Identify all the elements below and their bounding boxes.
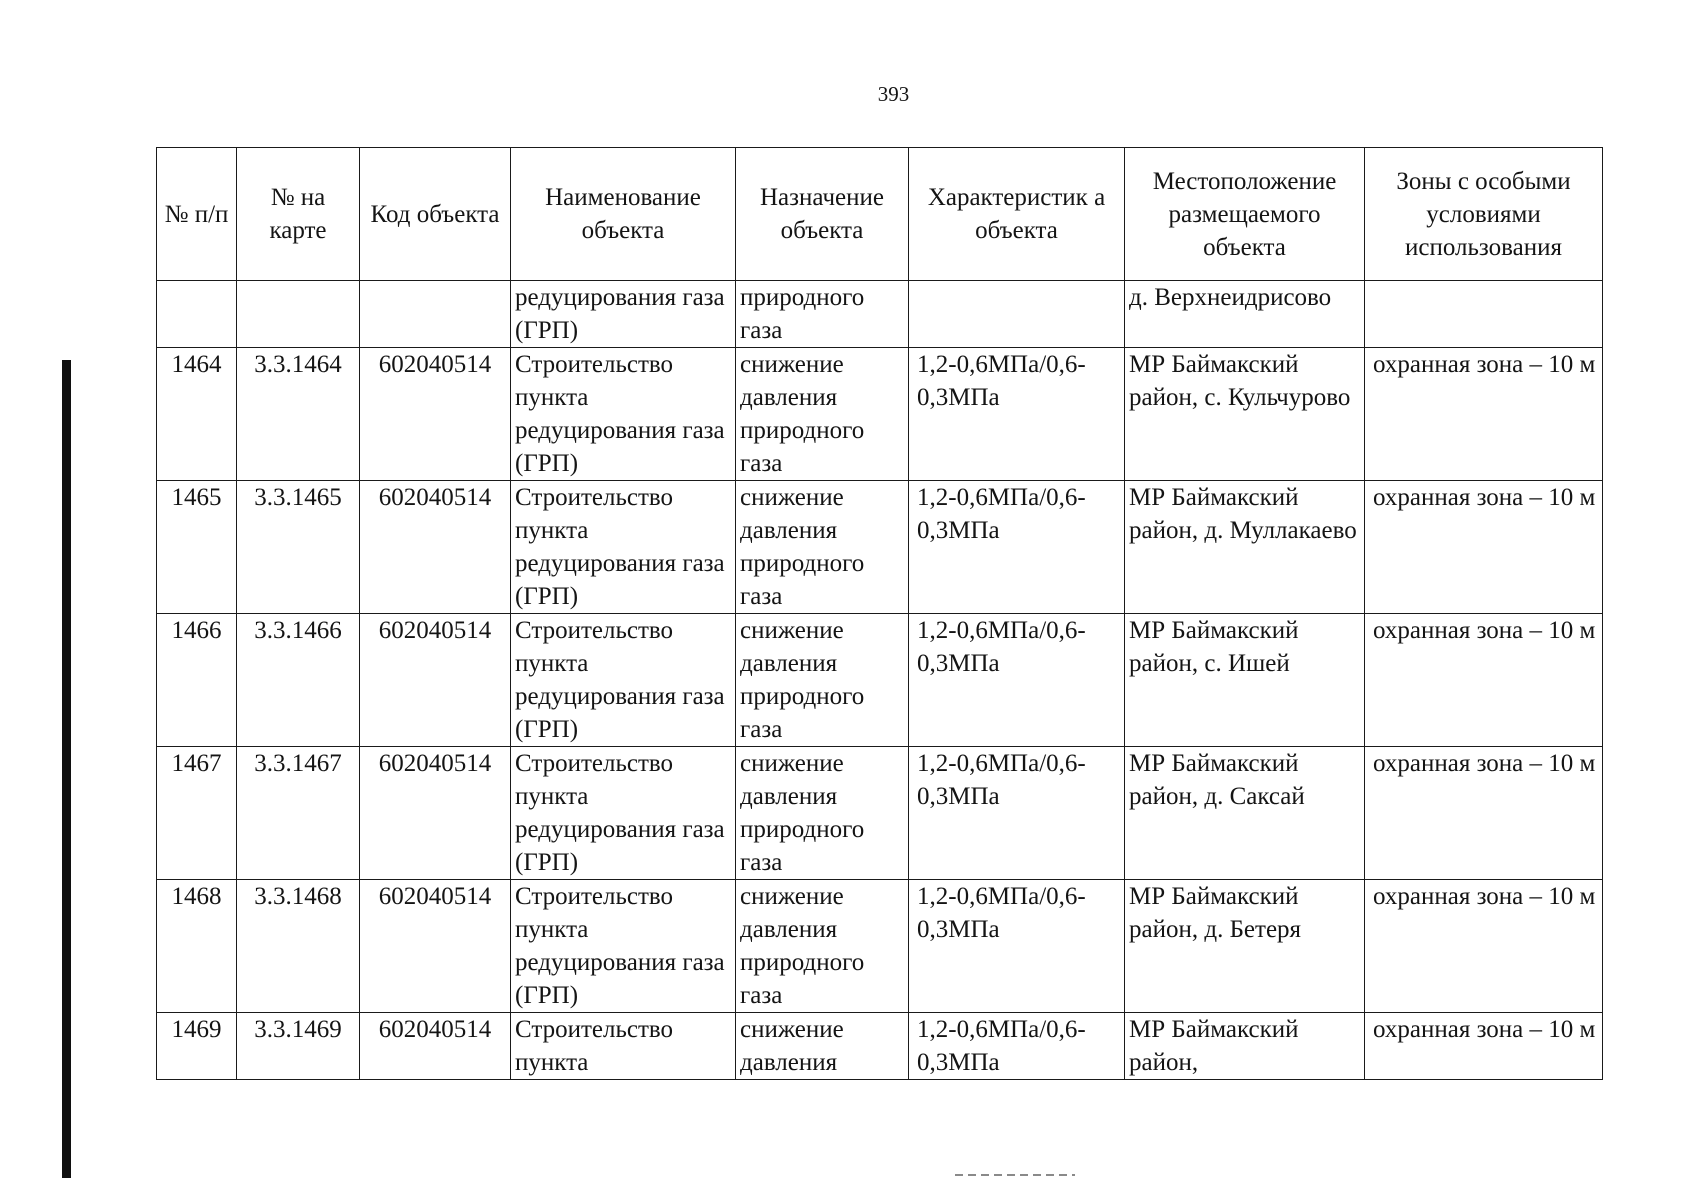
- cell-number: 1468: [157, 880, 237, 1013]
- cell-object-purpose: снижение давления природного газа: [736, 747, 909, 880]
- cell-special-zone: [1365, 281, 1603, 348]
- page-number: 393: [877, 82, 910, 106]
- cell-object-code: 602040514: [360, 747, 511, 880]
- cell-map-number: [237, 281, 360, 348]
- scan-artifact: [955, 1174, 1075, 1176]
- cell-object-characteristics: 1,2-0,6МПа/0,6-0,3МПа: [909, 747, 1125, 880]
- cell-object-name: Строительство пункта редуцирования газа (ГРП): [511, 880, 736, 1013]
- cell-object-code: 602040514: [360, 614, 511, 747]
- header-object-name: Наименование объекта: [511, 148, 736, 281]
- table-row: [157, 880, 1603, 1013]
- cell-object-code: 602040514: [360, 1013, 511, 1080]
- cell-special-zone: охранная зона – 10 м: [1365, 348, 1603, 481]
- objects-table: [156, 147, 1603, 1080]
- cell-object-characteristics: 1,2-0,6МПа/0,6-0,3МПа: [909, 348, 1125, 481]
- cell-object-purpose: снижение давления: [736, 1013, 909, 1080]
- scan-margin-bar: [62, 360, 71, 1178]
- cell-object-code: 602040514: [360, 348, 511, 481]
- cell-object-code: 602040514: [360, 481, 511, 614]
- cell-map-number: 3.3.1464: [237, 348, 360, 481]
- header-object-purpose: Назначение объекта: [736, 148, 909, 281]
- header-object-characteristics: Характеристик а объекта: [909, 148, 1125, 281]
- header-special-zones: Зоны с особыми условиями использования: [1365, 148, 1603, 281]
- cell-object-characteristics: 1,2-0,6МПа/0,6-0,3МПа: [909, 481, 1125, 614]
- cell-map-number: 3.3.1465: [237, 481, 360, 614]
- cell-object-purpose: снижение давления природного газа: [736, 481, 909, 614]
- cell-number: 1469: [157, 1013, 237, 1080]
- cell-object-name: Строительство пункта редуцирования газа (ГРП): [511, 614, 736, 747]
- cell-object-purpose: снижение давления природного газа: [736, 614, 909, 747]
- cell-map-number: 3.3.1469: [237, 1013, 360, 1080]
- cell-object-characteristics: 1,2-0,6МПа/0,6-0,3МПа: [909, 880, 1125, 1013]
- header-object-code: Код объекта: [360, 148, 511, 281]
- table-header-row: [157, 148, 1603, 281]
- cell-object-purpose: природного газа: [736, 281, 909, 348]
- cell-map-number: 3.3.1468: [237, 880, 360, 1013]
- table-row: [157, 1013, 1603, 1080]
- cell-object-name: Строительство пункта редуцирования газа (ГРП): [511, 481, 736, 614]
- table-row: [157, 614, 1603, 747]
- cell-map-number: 3.3.1466: [237, 614, 360, 747]
- cell-location: МР Баймакский район, с. Кульчурово: [1125, 348, 1365, 481]
- cell-number: 1465: [157, 481, 237, 614]
- cell-object-code: 602040514: [360, 880, 511, 1013]
- cell-object-purpose: снижение давления природного газа: [736, 348, 909, 481]
- cell-location: д. Верхнеидрисово: [1125, 281, 1365, 348]
- table-body: [157, 281, 1603, 1080]
- cell-number: [157, 281, 237, 348]
- cell-special-zone: охранная зона – 10 м: [1365, 747, 1603, 880]
- cell-special-zone: охранная зона – 10 м: [1365, 1013, 1603, 1080]
- cell-object-characteristics: 1,2-0,6МПа/0,6-0,3МПа: [909, 614, 1125, 747]
- cell-number: 1464: [157, 348, 237, 481]
- header-number: № п/п: [157, 148, 237, 281]
- cell-object-characteristics: [909, 281, 1125, 348]
- cell-location: МР Баймакский район, д. Саксай: [1125, 747, 1365, 880]
- cell-object-name: Строительство пункта редуцирования газа (ГРП): [511, 747, 736, 880]
- cell-location: МР Баймакский район,: [1125, 1013, 1365, 1080]
- table-row: [157, 348, 1603, 481]
- table-row: [157, 747, 1603, 880]
- table-row-continuation: [157, 281, 1603, 348]
- cell-object-characteristics: 1,2-0,6МПа/0,6-0,3МПа: [909, 1013, 1125, 1080]
- cell-number: 1467: [157, 747, 237, 880]
- cell-location: МР Баймакский район, д. Муллакаево: [1125, 481, 1365, 614]
- cell-object-name: Строительство пункта: [511, 1013, 736, 1080]
- table-row: [157, 481, 1603, 614]
- cell-location: МР Баймакский район, с. Ишей: [1125, 614, 1365, 747]
- cell-special-zone: охранная зона – 10 м: [1365, 481, 1603, 614]
- header-map-number: № на карте: [237, 148, 360, 281]
- cell-map-number: 3.3.1467: [237, 747, 360, 880]
- cell-object-name: Строительство пункта редуцирования газа (ГРП): [511, 348, 736, 481]
- header-location: Местоположение размещаемого объекта: [1125, 148, 1365, 281]
- cell-special-zone: охранная зона – 10 м: [1365, 614, 1603, 747]
- cell-object-purpose: снижение давления природного газа: [736, 880, 909, 1013]
- cell-number: 1466: [157, 614, 237, 747]
- cell-object-code: [360, 281, 511, 348]
- cell-object-name: редуцирования газа (ГРП): [511, 281, 736, 348]
- cell-special-zone: охранная зона – 10 м: [1365, 880, 1603, 1013]
- cell-location: МР Баймакский район, д. Бетеря: [1125, 880, 1365, 1013]
